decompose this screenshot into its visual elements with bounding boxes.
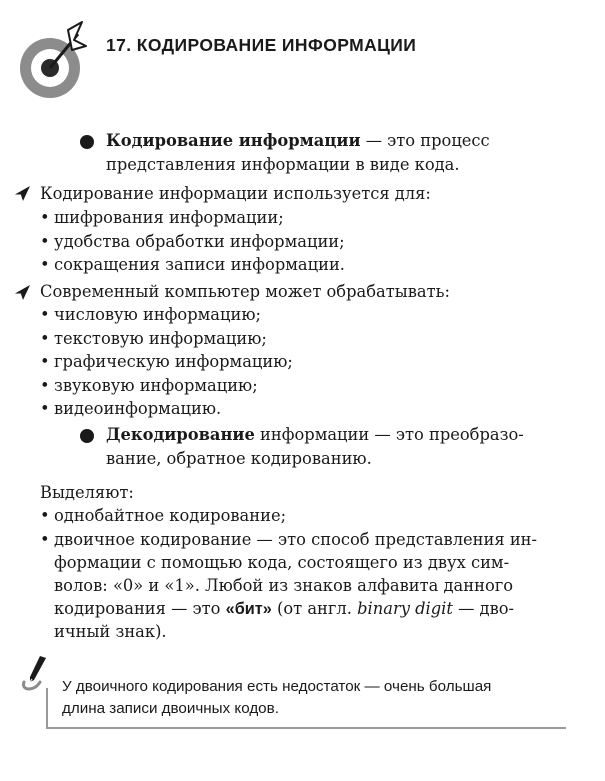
types-item2-line4 [54, 597, 514, 621]
text-span: (от англ. [271, 599, 358, 618]
pen-nib-icon [12, 282, 32, 302]
list-item: • звуковую информацию; [40, 374, 293, 398]
target-arrow-icon [12, 20, 94, 102]
types-item2-line2: формации с помощью кода, состоящего из двух сим- [54, 553, 510, 572]
types-item2-line3: волов: «0» и «1». Любой из знаков алфавита данного [54, 576, 514, 595]
types-intro: Выделяют: [40, 483, 134, 502]
list-item: • текстовую информацию; [40, 327, 293, 351]
note-line1: У двоичного кодирования есть недостаток — очень большая [62, 678, 492, 695]
definition-decoding-line1 [106, 423, 524, 446]
definition-encoding-line1 [106, 129, 490, 152]
list-item: • числовую информацию; [40, 303, 293, 327]
term-bit: «бит» [225, 600, 272, 618]
list-item: • удобства обработки информации; [40, 230, 345, 254]
list-item: • видеоинформацию. [40, 397, 293, 421]
definition-bullet [80, 429, 94, 443]
note-text [62, 676, 491, 720]
uses-intro: Кодирование информации используется для: [40, 184, 431, 203]
definition-rest: — это процесс [360, 131, 490, 150]
definition-encoding-line2: представления информации в виде кода. [106, 155, 460, 174]
list-item [40, 528, 537, 552]
definition-term-encoding: Кодирование информации [106, 131, 361, 150]
note-line2: длина записи двоичных кодов. [62, 700, 279, 717]
types-list [40, 504, 537, 551]
types-item2-line5: ичный знак). [54, 622, 167, 641]
text-span: кодирования — это [54, 599, 226, 618]
uses-list [40, 206, 345, 277]
note-border-vertical [46, 688, 48, 728]
text-span: — дво- [452, 599, 515, 618]
note-border-horizontal [46, 727, 566, 729]
term-binary-digit: binary digit [357, 599, 453, 618]
computer-intro: Современный компьютер может обрабатывать: [40, 282, 450, 301]
pen-nib-icon [12, 183, 32, 203]
section-title: 17. КОДИРОВАНИЕ ИНФОРМАЦИИ [106, 35, 417, 55]
list-item: • однобайтное кодирование; [40, 504, 537, 528]
list-item: • шифрования информации; [40, 206, 345, 230]
definition-term-decoding: Декодирование [106, 425, 255, 444]
pencil-exclamation-icon [18, 652, 52, 692]
list-item: • сокращения записи информации. [40, 253, 345, 277]
definition-bullet [80, 135, 94, 149]
list-item: • графическую информацию; [40, 350, 293, 374]
list-item-line: двоичное кодирование — это способ представления ин- [54, 529, 538, 549]
computer-list [40, 303, 293, 421]
definition-rest: информации — это преобразо- [254, 425, 524, 444]
definition-decoding-line2: вание, обратное кодированию. [106, 449, 372, 468]
